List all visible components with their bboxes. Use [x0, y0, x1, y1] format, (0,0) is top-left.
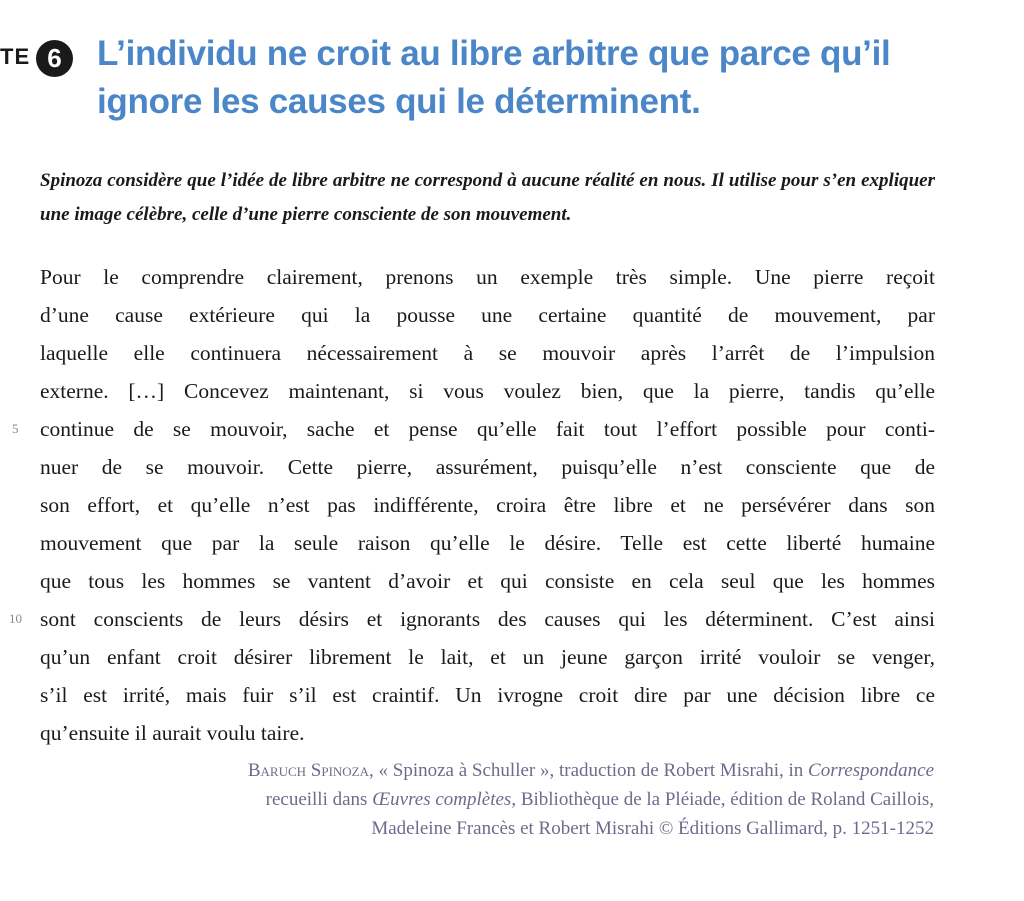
excerpt-body [40, 258, 935, 752]
intro-paragraph: Spinoza considère que l’idée de libre arbitre ne correspond à aucune réalité en nous. Il utilise pour s’en expliquer une image célèbre, celle d’une pierre consciente de son mouvement. [40, 170, 935, 225]
source-citation [34, 756, 934, 843]
section-label: TE [0, 44, 31, 69]
text-line: mouvement que par la seule raison qu’elle le désire. Telle est cette liberté humaine [40, 531, 935, 555]
citation-line [34, 756, 934, 785]
title-line: ignore les causes qui le déterminent. [97, 82, 701, 121]
citation-line [34, 785, 934, 814]
text-line: continue de se mouvoir, sache et pense qu’elle fait tout l’effort possible pour conti- [40, 417, 935, 441]
citation-text: , Bibliothèque de la Pléiade, édition de Roland Caillois, [511, 789, 934, 810]
text-line: d’une cause extérieure qui la pousse une certaine quantité de mouvement, par [40, 303, 935, 327]
title-line: L’individu ne croit au libre arbitre que parce qu’il [97, 34, 891, 73]
citation-text: , « Spinoza à Schuller », traduction de Robert Misrahi, in [369, 760, 809, 781]
text-line: que tous les hommes se vantent d’avoir et qui consiste en cela seul que les hommes [40, 569, 935, 593]
text-line: laquelle elle continuera nécessairement à se mouvoir après l’arrêt de l’impulsion [40, 341, 935, 365]
text-number-badge: 6 [36, 40, 73, 77]
work-title: Œuvres complètes [372, 789, 512, 810]
citation-text: recueilli dans [265, 789, 373, 810]
line-number-5: 5 [12, 421, 19, 436]
text-header [0, 30, 1024, 130]
work-title: Correspondance [808, 760, 934, 781]
text-line: qu’un enfant croit désirer librement le lait, et un jeune garçon irrité vouloir se venger, [40, 645, 935, 669]
text-line: s’il est irrité, mais fuir s’il est craintif. Un ivrogne croit dire par une décision libre ce [40, 683, 935, 707]
text-line: externe. […] Concevez maintenant, si vous voulez bien, que la pierre, tandis qu’elle [40, 379, 935, 403]
citation-line: Madeleine Francès et Robert Misrahi © Éditions Gallimard, p. 1251-1252 [371, 818, 934, 839]
text-line: qu’ensuite il aurait voulu taire. [40, 721, 305, 745]
text-line: Pour le comprendre clairement, prenons un exemple très simple. Une pierre reçoit [40, 265, 935, 289]
text-line: nuer de se mouvoir. Cette pierre, assurément, puisqu’elle n’est consciente que de [40, 455, 935, 479]
text-title [97, 30, 977, 126]
text-line: son effort, et qu’elle n’est pas indifférente, croira être libre et ne persévérer dans son [40, 493, 935, 517]
text-line: sont conscients de leurs désirs et ignorants des causes qui les déterminent. C’est ainsi [40, 607, 935, 631]
author-name: Baruch Spinoza [247, 760, 370, 781]
line-number-10: 10 [9, 611, 22, 626]
